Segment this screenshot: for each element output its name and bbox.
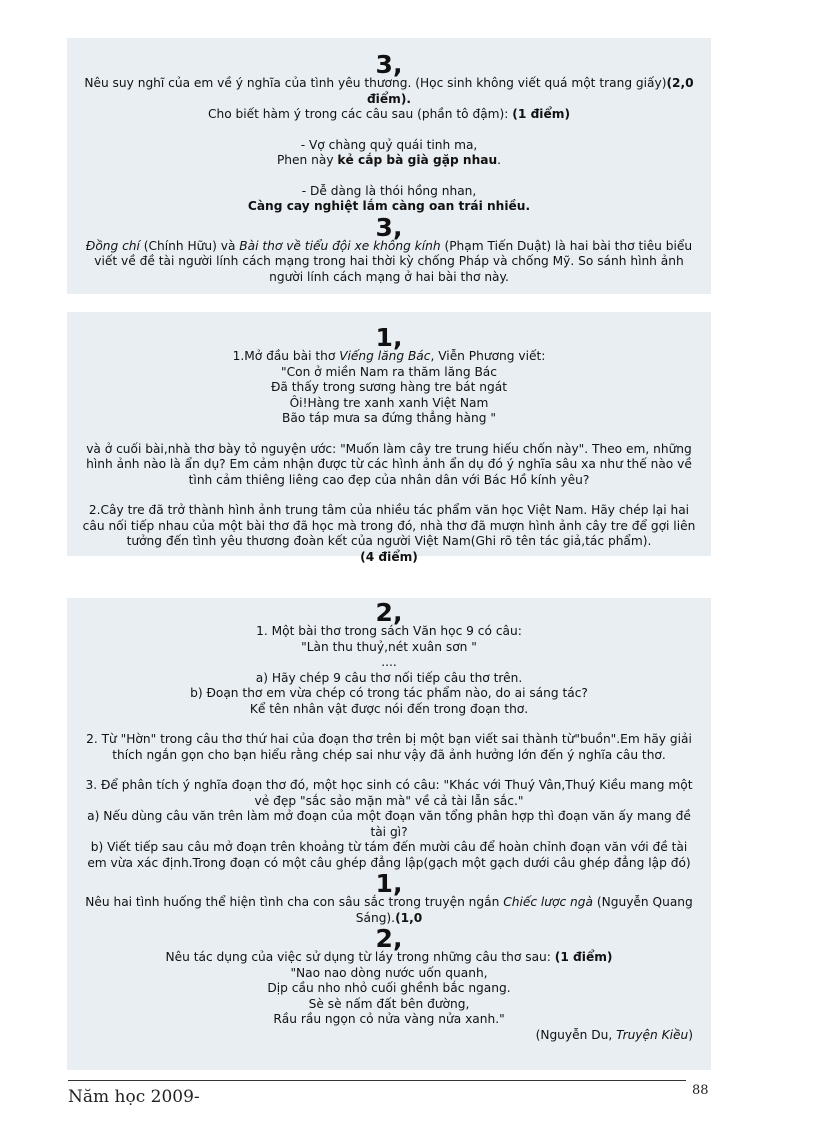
poem-line: "Làn thu thuỷ,nét xuân sơn " bbox=[301, 639, 477, 654]
question-text: a) Hãy chép 9 câu thơ nối tiếp câu thơ trên. bbox=[255, 670, 523, 685]
poem-line: "Con ở miền Nam ra thăm lăng Bác bbox=[281, 364, 497, 379]
poem-line: Sè sè nấm đất bên đường, bbox=[308, 996, 470, 1011]
score-label: (2,0 điểm). bbox=[366, 76, 694, 106]
question-text: Nêu tác dụng của việc sử dụng từ láy trong những câu thơ sau: (1 điểm) bbox=[165, 950, 613, 964]
question-text: 3. Để phân tích ý nghĩa đoạn thơ đó, một học sinh có câu: "Khác với Thuý Vân,Thuý Kiều mang một vẻ đẹp "sắc sảo mặn mà" về cả tài lẫn sắc." bbox=[85, 778, 693, 808]
poem-line: "Nao nao dòng nước uốn quanh, bbox=[290, 965, 488, 980]
question-text: và ở cuối bài,nhà thơ bày tỏ nguyện ước: "Muốn làm cây tre trung hiếu chốn này". Theo em, những hình ảnh nào là ẩn dụ? Em cảm nhận được từ các hình ảnh ẩn dụ đó ý nghĩa sâu xa như thế nào về tình cảm thiêng liêng cao đẹp của nhân dân với Bác Hồ kính yêu? bbox=[86, 441, 692, 487]
question-text: b) Đoạn thơ em vừa chép có trong tác phẩm nào, do ai sáng tác? bbox=[190, 686, 588, 700]
question-text: 1.Mở đầu bài thơ Viếng lăng Bác, Viễn Phương viết: bbox=[232, 349, 546, 363]
question-number: 3, bbox=[375, 212, 403, 242]
verse-line: Càng cay nghiệt lắm càng oan trái nhiều. bbox=[247, 199, 531, 213]
score-label: (1 điểm) bbox=[512, 107, 571, 121]
poem-line: Bão táp mưa sa đứng thẳng hàng " bbox=[282, 411, 496, 425]
question-text: 2.Cây tre đã trở thành hình ảnh trung tâm của nhiều tác phẩm văn học Việt Nam. Hãy chép lại hai câu nối tiếp nhau của một bài thơ đã học mà trong đó, nhà thơ đã mượn hình ảnh cây tre để gợi liên tưởng đến tình yêu thương đoàn kết của người Việt Nam(Ghi rõ tên tác giả,tác phẩm). bbox=[82, 503, 696, 548]
question-text: Đồng chí (Chính Hữu) và Bài thơ về tiểu đội xe không kính (Phạm Tiến Duật) là hai bài thơ tiêu biểu viết về đề tài người lính cách mạng trong hai thời kỳ chống Pháp và chống Mỹ. So sánh hình ảnh người lính cách mạng ở hai bài thơ này. bbox=[85, 238, 693, 284]
question-text: 1. Một bài thơ trong sách Văn học 9 có câu: bbox=[256, 624, 522, 638]
ellipsis: .... bbox=[381, 655, 397, 669]
footer-divider bbox=[68, 1080, 686, 1081]
question-number: 1, bbox=[375, 323, 403, 352]
question-box-2 bbox=[67, 312, 711, 564]
verse-line: Phen này kẻ cắp bà già gặp nhau. bbox=[276, 153, 502, 167]
question-text: 2. Từ "Hờn" trong câu thơ thứ hai của đoạn thơ trên bị một bạn viết sai thành từ"buồn".Em hãy giải thích ngắn gọn cho bạn hiểu rằng chép sai như vậy đã ảnh hưởng lớn đến ý nghĩa câu thơ. bbox=[86, 732, 692, 762]
question-box-3 bbox=[67, 598, 711, 1070]
poem-source: (Nguyễn Du, Truyện Kiều) bbox=[535, 1027, 693, 1042]
poem-line: Rầu rầu ngọn cỏ nửa vàng nửa xanh." bbox=[273, 1012, 505, 1026]
question-text: Cho biết hàm ý trong các câu sau (phần tô đậm): (1 điểm) bbox=[207, 107, 571, 121]
question-box-1 bbox=[67, 38, 711, 294]
verse-line: - Dễ dàng là thói hồng nhan, bbox=[301, 183, 477, 198]
score-label: (1 điểm) bbox=[554, 950, 613, 964]
question-text: Kể tên nhân vật được nói đến trong đoạn thơ. bbox=[249, 701, 529, 716]
poem-line: Dịp cầu nho nhỏ cuối ghềnh bắc ngang. bbox=[267, 981, 511, 995]
verse-line: - Vợ chàng quỷ quái tinh ma, bbox=[300, 137, 478, 152]
score-label: (4 điểm) bbox=[360, 549, 418, 564]
poem-line: Ôi!Hàng tre xanh xanh Việt Nam bbox=[289, 395, 489, 410]
question-text: a) Nếu dùng câu văn trên làm mở đoạn của một đoạn văn tổng phân hợp thì đoạn văn ấy mang đề tài gì? bbox=[87, 809, 691, 839]
question-text: b) Viết tiếp sau câu mở đoạn trên khoảng từ tám đến mười câu để hoàn chỉnh đoạn văn với đề tài em vừa xác định.Trong đoạn có một câu ghép đẳng lập(gạch một gạch dưới câu ghép đẳng lập đó) bbox=[87, 840, 691, 870]
score-label: (1,0 bbox=[395, 910, 423, 925]
question-number: 2, bbox=[375, 598, 403, 627]
question-number: 3, bbox=[375, 50, 403, 79]
footer-year: Năm học 2009- bbox=[68, 1087, 200, 1107]
question-number: 1, bbox=[375, 869, 403, 898]
question-number: 2, bbox=[375, 924, 403, 953]
question-text: Nêu hai tình huống thể hiện tình cha con sâu sắc trong truyện ngắn Chiếc lược ngà (Nguyễn Quang Sáng).(1,0 bbox=[85, 895, 693, 925]
question-text: Nêu suy nghĩ của em về ý nghĩa của tình yêu thương. (Học sinh không viết quá một trang giấy)(2,0 điểm). bbox=[84, 76, 694, 106]
poem-line: Đã thấy trong sương hàng tre bát ngát bbox=[270, 380, 507, 394]
page-number: 88 bbox=[692, 1083, 709, 1098]
